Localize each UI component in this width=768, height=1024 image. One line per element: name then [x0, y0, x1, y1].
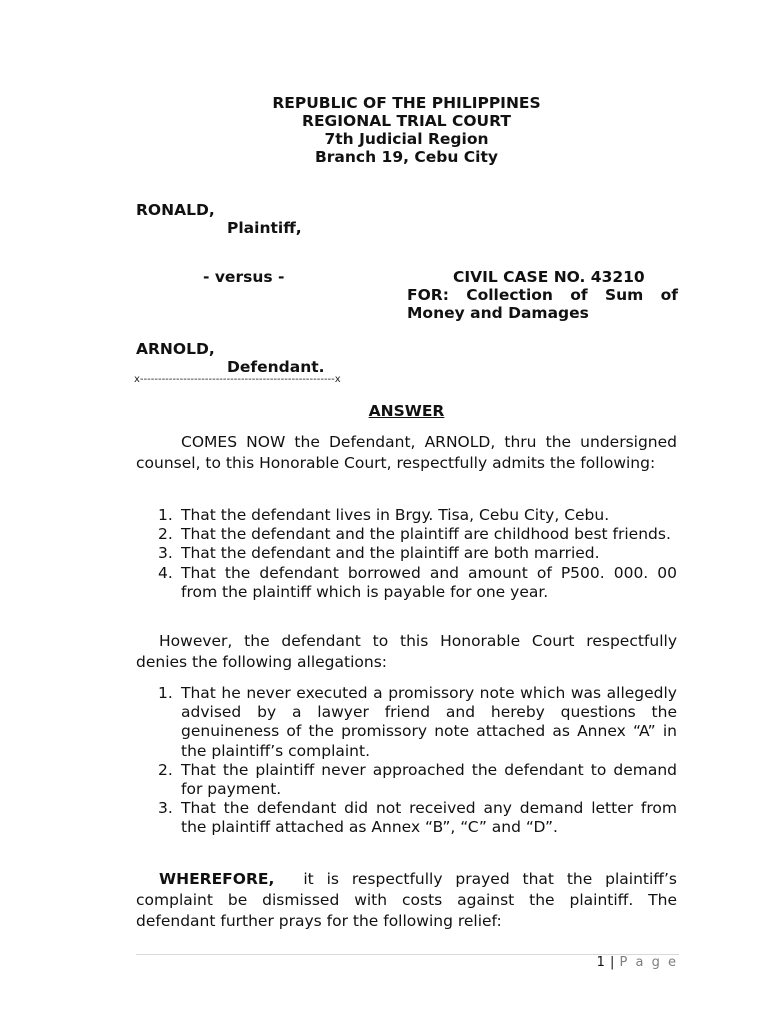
page-footer [597, 955, 678, 970]
admission-item: 2. That the defendant and the plaintiff are childhood best friends. [158, 525, 671, 544]
wherefore-text: it is respectfully prayed that the plaintiff’s complaint be dismissed with costs against the plaintiff. The defendant further prays for the following relief: [136, 870, 677, 930]
caption-separator: x------------------------------------------------------x [134, 374, 341, 385]
case-number: CIVIL CASE NO. 43210 [453, 268, 645, 286]
court-header [136, 94, 677, 166]
page-separator: | [610, 955, 615, 970]
admission-item: 3. That the defendant and the plaintiff are both married. [158, 544, 600, 563]
intro-paragraph: COMES NOW the Defendant, ARNOLD, thru the undersigned counsel, to this Honorable Court, respectfully admits the following: [136, 433, 677, 472]
versus-label: - versus - [203, 268, 285, 286]
case-nature-line2: Money and Damages [407, 304, 589, 322]
document-title: ANSWER [368, 402, 445, 420]
denial-item: 2. That the plaintiff never approached the defendant to demand for payment. [158, 760, 677, 799]
denials-list [136, 684, 677, 838]
case-nature-line1: FOR: Collection of Sum of [407, 286, 678, 304]
admissions-list [136, 506, 677, 602]
admission-item: 1. That the defendant lives in Brgy. Tisa, Cebu City, Cebu. [158, 506, 610, 524]
page-number: 1 [596, 955, 606, 970]
plaintiff-role: Plaintiff, [227, 219, 302, 237]
admission-item: 4. That the defendant borrowed and amount of P500. 000. 00 from the plaintiff which is payable for one year. [158, 563, 677, 601]
denial-item: 1. That he never executed a promissory note which was allegedly advised by a lawyer friend and hereby questions the genuineness of the promissory note attached as Annex “A” in the plaintiff’s complaint. [158, 684, 677, 760]
wherefore-paragraph [136, 869, 677, 931]
page-label: P a g e [619, 955, 678, 970]
header-court: REGIONAL TRIAL COURT [302, 112, 511, 130]
plaintiff-name: RONALD, [136, 201, 215, 219]
denial-intro-paragraph: However, the defendant to this Honorable Court respectfully denies the following allegations: [136, 632, 677, 671]
header-branch: Branch 19, Cebu City [314, 148, 499, 166]
defendant-role: Defendant. [227, 358, 325, 376]
defendant-name: ARNOLD, [136, 340, 215, 358]
wherefore-lead: WHEREFORE, [159, 870, 275, 888]
header-region: 7th Judicial Region [324, 130, 489, 148]
header-republic: REPUBLIC OF THE PHILIPPINES [272, 94, 541, 112]
denial-item: 3. That the defendant did not received any demand letter from the plaintiff attached as Annex “B”, “C” and “D”. [158, 799, 677, 837]
